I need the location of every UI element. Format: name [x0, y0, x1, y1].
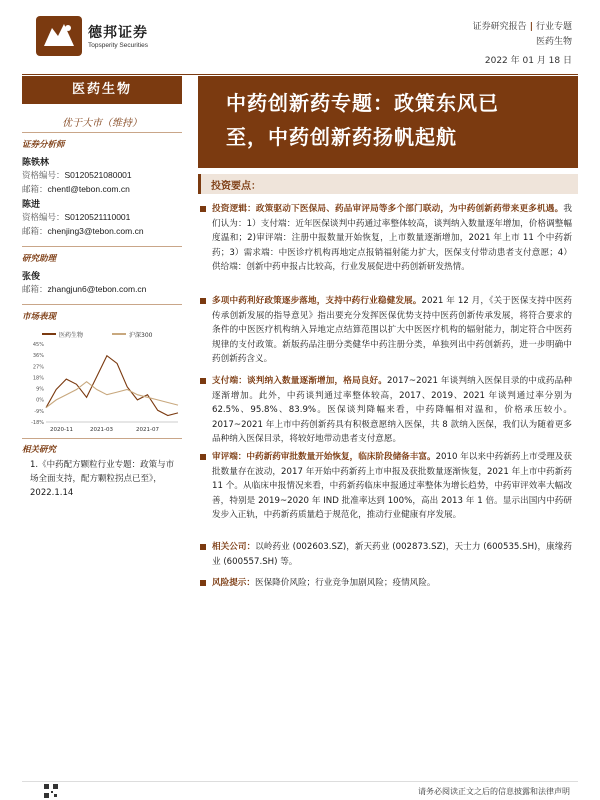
company-logo	[34, 14, 84, 58]
industry-label: 医药生物	[22, 76, 182, 104]
summary-paragraph	[200, 374, 572, 447]
report-sector: 医药生物	[535, 37, 572, 47]
bullet-icon	[200, 298, 206, 304]
paragraph-body: 2010 年以来中药新药上市受理及获批数量存在波动，2017 年开始中药新药上市申报及获批数量逐渐恢复，2021 年上市中药新药 11 个。从临床申报情况来看，中药新药临床申报通过率整体为增长趋势，中药审评效率大幅改善，特别是 2019~2020 年 IND 批准率达到 100%，高出 2013 年 1 倍。显示出国内中药研发步入正轨，中药新药质量趋于规范化，推动行业健康有序发展。	[212, 452, 572, 521]
y-tick-label: 27%	[32, 364, 44, 371]
market-section-title: 市场表现	[22, 312, 57, 322]
y-tick-label: 9%	[36, 386, 44, 393]
paragraph-body: 以岭药业 (002603.SZ)，新天药业 (002873.SZ)，天士力 (600535.SH)，康缘药业 (600557.SH) 等。	[212, 542, 572, 567]
x-tick-label: 2021-07	[136, 427, 159, 433]
paragraph-body: 我们认为：1）支付端：近年医保谈判中药通过率整体较高，谈判纳入数量逐年增加，价格调整幅度温和；2)审评端：注册中报数量开始恢复，上市数量逐渐增加，2021 年上市 11 个中药新药；3）需求端：中医诊疗机构再地定点报销福射能力扩大，医保支付带动患者支付意愿；4）供给端：创新中药申报占比较高，行业发展促进中药创新研发热情。	[212, 204, 572, 273]
report-type: 证券研究报告	[472, 22, 527, 32]
y-tick-label: 18%	[32, 375, 44, 382]
paragraph-highlight: 政策驱动下医保局、药品审评局等多个部门联动，为中药创新药带来更多机遇。	[255, 204, 564, 214]
sidebar-divider	[22, 246, 182, 247]
header-divider	[22, 74, 578, 75]
related-research-item: 1.《中药配方颗粒行业专题：政策与市场全面支持，配方颗粒拐点已至》，2022.1.14	[30, 460, 175, 498]
qr-code-icon	[44, 784, 58, 798]
sidebar-divider	[22, 438, 182, 439]
legend-label: 沪深300	[129, 332, 153, 339]
analyst-name: 陈进	[22, 200, 41, 210]
related-section-title: 相关研究	[22, 445, 57, 455]
paragraph-lead: 投资逻辑：	[212, 204, 256, 214]
analyst-cert: 资格编号：S0120521110001	[22, 212, 131, 223]
footer-disclaimer: 请务必阅读正文之后的信息披露和法律声明	[418, 787, 570, 796]
assistant-section-title: 研究助理	[22, 254, 57, 264]
y-tick-label: 36%	[32, 353, 44, 360]
y-tick-label: -9%	[34, 408, 44, 415]
y-tick-label: -18%	[31, 420, 44, 426]
summary-paragraph	[200, 450, 572, 523]
series-line	[46, 356, 178, 416]
paragraph-body: 医保降价风险；行业竞争加剧风险；疫情风险。	[254, 578, 436, 588]
industry-rating: 优于大市（维持）	[62, 118, 142, 129]
paragraph-body: 2021 年 12 月，《关于医保支持中医药传承创新发展的指导意见》指出要充分发挥医保优势支持中医药创新传承发展，将符合要求的条件的中医医疗机构纳入异地定点结算范围以扩大中医医疗机构的辐射能力，制定符合中医药规律的支付政策。新版药品注册分类健华中药注册分类，单独列出中药创新药，进一步明确中药创新药含义。	[212, 296, 572, 365]
y-tick-label: 45%	[32, 342, 44, 348]
bullet-icon	[200, 544, 206, 550]
paragraph-lead: 支付端：谈判纳入数量逐渐增加，格局良好。	[212, 376, 388, 386]
sidebar-divider	[22, 132, 182, 133]
meta-separator: |	[529, 22, 533, 32]
report-title	[198, 76, 578, 168]
x-tick-label: 2020-11	[50, 427, 73, 433]
paragraph-lead: 审评端：中药新药审批数量开始恢复，临床阶段储备丰富。	[212, 452, 436, 462]
summary-paragraph	[200, 540, 572, 569]
analyst-email: 邮箱：chenjing3@tebon.com.cn	[22, 226, 144, 237]
bullet-icon	[200, 206, 206, 212]
assistant-email: 邮箱：zhangjun6@tebon.com.cn	[22, 284, 147, 295]
summary-paragraph	[200, 202, 572, 275]
summary-heading-bar	[198, 174, 578, 194]
sidebar-divider	[22, 304, 182, 305]
report-date: 2022 年 01 月 18 日	[484, 56, 572, 66]
bullet-icon	[200, 454, 206, 460]
brand-name: 德邦证券	[88, 25, 148, 41]
legend-label: 医药生物	[59, 332, 84, 339]
title-line: 中药创新药专题：政策东风已	[226, 91, 499, 115]
report-category: 行业专题	[535, 22, 572, 32]
market-performance-chart	[22, 328, 182, 438]
bullet-icon	[200, 580, 206, 586]
title-line: 至，中药创新药扬帆起航	[226, 125, 457, 149]
summary-paragraph	[200, 294, 572, 367]
analyst-email: 邮箱：chentl@tebon.com.cn	[22, 184, 130, 195]
footer-divider	[22, 781, 578, 782]
brand-english: Topsperity Securities	[88, 42, 148, 49]
summary-heading: 投资要点：	[211, 181, 261, 192]
analyst-section-title: 证券分析师	[22, 140, 65, 150]
paragraph-body: 2017~2021 年谈判纳入医保目录的中成药品种逐渐增加。此外，中药谈判通过率整体较高，2017、2019、2021 年谈判通过率分别为 62.5%、95.8%、83.9%。医保谈判降幅来看，中药降幅相对温和，价格承压较小。2017~2021 年上市中药创新药具有积极意愿纳入医保，共 8 款纳入医保，我们认为随着更多品种纳入医保目录，将较好地带动患者支付意愿。	[212, 376, 572, 445]
analyst-cert: 资格编号：S0120521080001	[22, 170, 132, 181]
assistant-name: 张俊	[22, 272, 41, 282]
analyst-name: 陈铁林	[22, 158, 50, 168]
paragraph-lead: 多项中药利好政策逐步落地，支持中药行业稳健发展。	[212, 296, 422, 306]
report-meta	[473, 20, 572, 69]
summary-paragraph	[200, 576, 572, 591]
series-line	[46, 382, 178, 408]
paragraph-lead: 风险提示：	[212, 578, 255, 588]
y-tick-label: 0%	[36, 397, 44, 404]
x-tick-label: 2021-03	[90, 427, 113, 433]
paragraph-lead: 相关公司：	[212, 542, 256, 552]
bullet-icon	[200, 378, 206, 384]
